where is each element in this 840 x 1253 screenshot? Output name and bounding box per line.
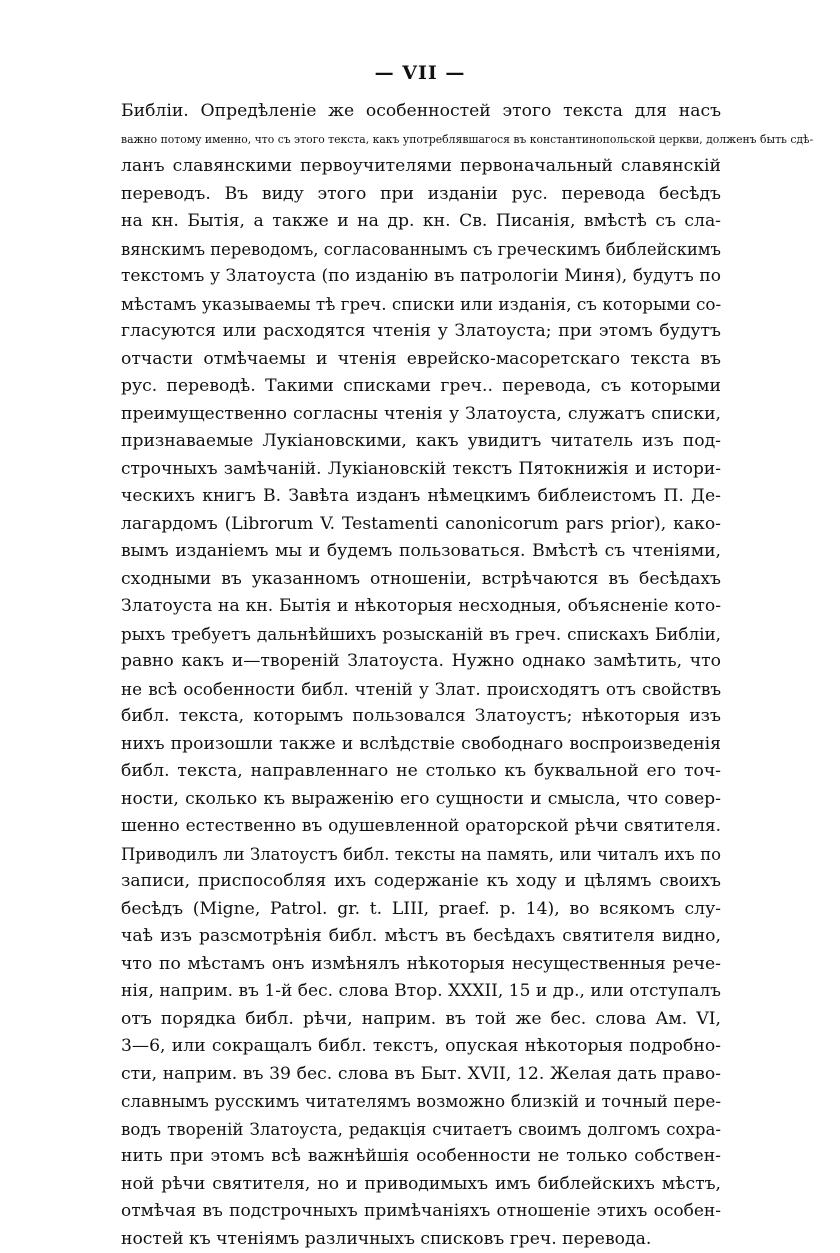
text-line: 3—6, или сокращалъ библ. текстъ, опуская нѣкоторыя подробно- xyxy=(121,1033,721,1061)
text-line: шенно естественно въ одушевленной ораторской рѣчи святителя. xyxy=(121,813,721,841)
text-line: Приводилъ ли Златоустъ библ. тексты на память, или читалъ ихъ по xyxy=(121,841,721,869)
text-line: Златоуста на кн. Бытія и нѣкоторыя несходныя, объясненіе кото- xyxy=(121,593,721,621)
text-line: переводъ. Въ виду этого при изданіи рус. перевода бесѣдъ xyxy=(121,181,721,209)
text-line: библ. текста, которымъ пользовался Златоустъ; нѣкоторыя изъ xyxy=(121,703,721,731)
text-line: признаваемые Лукіановскими, какъ увидитъ читатель изъ под- xyxy=(121,428,721,456)
text-line: отмѣчая въ подстрочныхъ примѣчаніяхъ отношеніе этихъ особен- xyxy=(121,1198,721,1226)
text-line: рус. переводѣ. Такими списками греч.. перевода, съ которыми xyxy=(121,373,721,401)
text-line: важно потому именно, что съ этого текста, какъ употреблявшагося въ константинопольской церкви, долженъ быть сдѣ- xyxy=(121,126,721,154)
text-line: ной рѣчи святителя, но и приводимыхъ имъ библейскихъ мѣстъ, xyxy=(121,1171,721,1199)
text-line: преимущественно согласны чтенія у Златоуста, служатъ списки, xyxy=(121,401,721,429)
text-line: бесѣдъ (Migne, Patrol. gr. t. LIII, praef. p. 14), во всякомъ слу- xyxy=(121,896,721,924)
text-line: ланъ славянскими первоучителями первоначальный славянскій xyxy=(121,153,721,181)
body-text xyxy=(121,98,721,1253)
text-line: мѣстамъ указываемы тѣ греч. списки или изданія, съ которыми со- xyxy=(121,291,721,319)
text-line: ческихъ книгъ В. Завѣта изданъ нѣмецкимъ библеистомъ П. Де- xyxy=(121,483,721,511)
text-line: на кн. Бытія, а также и на др. кн. Св. Писанія, вмѣстѣ съ сла- xyxy=(121,208,721,236)
text-line: строчныхъ замѣчаній. Лукіановскій текстъ Пятокнижія и истори- xyxy=(121,456,721,484)
text-line: лагардомъ (Librorum V. Testamenti canonicorum pars prior), како- xyxy=(121,511,721,539)
page-number: — VII — xyxy=(0,62,840,84)
text-line: чаѣ изъ разсмотрѣнія библ. мѣстъ въ бесѣдахъ святителя видно, xyxy=(121,923,721,951)
text-line-last: ностей къ чтеніямъ различныхъ списковъ греч. перевода. xyxy=(121,1226,721,1253)
text-line: рыхъ требуетъ дальнѣйшихъ розысканій въ греч. спискахъ Библіи, xyxy=(121,621,721,649)
text-line: не всѣ особенности библ. чтеній у Злат. происходятъ отъ свойствъ xyxy=(121,676,721,704)
text-line: сти, наприм. въ 39 бес. слова въ Быт. XVII, 12. Желая дать право- xyxy=(121,1061,721,1089)
text-line: Библіи. Опредѣленіе же особенностей этого текста для насъ xyxy=(121,98,721,126)
text-line: нить при этомъ всѣ важнѣйшія особенности не только собствен- xyxy=(121,1143,721,1171)
text-line: равно какъ и—твореній Златоуста. Нужно однако замѣтить, что xyxy=(121,648,721,676)
text-line: водъ твореній Златоуста, редакція считаетъ своимъ долгомъ сохра- xyxy=(121,1116,721,1144)
text-line: сходными въ указанномъ отношеніи, встрѣчаются въ бесѣдахъ xyxy=(121,566,721,594)
text-line: славнымъ русскимъ читателямъ возможно близкій и точный пере- xyxy=(121,1088,721,1116)
text-line: библ. текста, направленнаго не столько къ буквальной его точ- xyxy=(121,758,721,786)
text-line: нихъ произошли также и вслѣдствіе свободнаго воспроизведенія xyxy=(121,731,721,759)
text-line: записи, приспособляя ихъ содержаніе къ ходу и цѣлямъ своихъ xyxy=(121,868,721,896)
text-line: что по мѣстамъ онъ измѣнялъ нѣкоторыя несущественныя рече- xyxy=(121,951,721,979)
text-line: гласуются или расходятся чтенія у Златоуста; при этомъ будутъ xyxy=(121,318,721,346)
text-line: нія, наприм. въ 1-й бес. слова Втор. XXXII, 15 и др., или отступалъ xyxy=(121,978,721,1006)
text-line: текстомъ у Златоуста (по изданію въ патрологіи Миня), будутъ по xyxy=(121,263,721,291)
text-line: ности, сколько къ выраженію его сущности и смысла, что совер- xyxy=(121,786,721,814)
text-line: вянскимъ переводомъ, согласованнымъ съ греческимъ библейскимъ xyxy=(121,236,721,264)
text-line: вымъ изданіемъ мы и будемъ пользоваться. Вмѣстѣ съ чтеніями, xyxy=(121,538,721,566)
text-line: отъ порядка библ. рѣчи, наприм. въ той же бес. слова Ам. VI, xyxy=(121,1006,721,1034)
text-line: отчасти отмѣчаемы и чтенія еврейско-масоретскаго текста въ xyxy=(121,346,721,374)
